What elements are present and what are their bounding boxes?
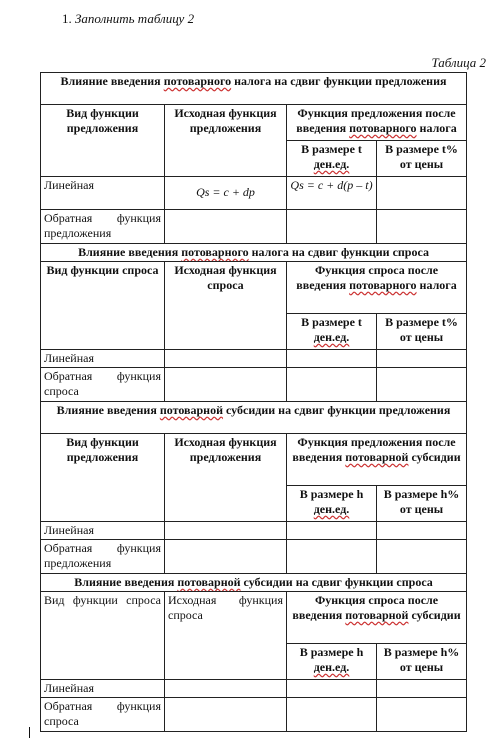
row-label-linear: Линейная [41, 680, 165, 698]
empty-cell[interactable] [287, 368, 377, 402]
row-label-inverse: Обратная функция предложения [41, 210, 165, 244]
section-title: Влияние введения потоварного налога на сдвиг функции спроса [41, 244, 467, 262]
empty-cell[interactable] [377, 540, 467, 574]
empty-cell[interactable] [165, 522, 287, 540]
empty-cell[interactable] [165, 368, 287, 402]
subcol-percent: В размере h% от цены [377, 644, 467, 680]
empty-cell[interactable] [287, 210, 377, 244]
subcol-percent: В размере h% от цены [377, 486, 467, 522]
task-text: Заполнить таблицу 2 [75, 11, 195, 26]
empty-cell[interactable] [377, 350, 467, 368]
page-edge-mark [29, 727, 30, 738]
table-2 [40, 72, 467, 732]
empty-cell[interactable] [377, 698, 467, 732]
row-label-linear: Линейная [41, 177, 165, 210]
col-function-after: Функция спроса после введения потоварного налога [287, 262, 467, 314]
empty-cell[interactable] [287, 698, 377, 732]
empty-cell[interactable] [377, 522, 467, 540]
empty-cell[interactable] [165, 540, 287, 574]
empty-cell[interactable] [165, 350, 287, 368]
row-label-linear: Линейная [41, 522, 165, 540]
col-function-after: Функция предложения после введения потоварной субсидии [287, 434, 467, 486]
col-function-type: Вид функции предложения [41, 105, 165, 177]
empty-cell[interactable] [287, 540, 377, 574]
col-function-after: Функция спроса после введения потоварной субсидии [287, 592, 467, 644]
subcol-absolute: В размере h ден.ед. [287, 486, 377, 522]
task-heading [62, 11, 194, 27]
row-label-inverse: Обратная функция предложения [41, 540, 165, 574]
col-initial-function: Исходная функция предложения [165, 105, 287, 177]
row-label-inverse: Обратная функция спроса [41, 368, 165, 402]
task-number: 1. [62, 11, 72, 26]
empty-cell[interactable] [377, 680, 467, 698]
row-label-linear: Линейная [41, 350, 165, 368]
empty-cell[interactable] [165, 680, 287, 698]
empty-cell[interactable] [165, 698, 287, 732]
initial-formula: Qs = c + dp [165, 177, 287, 210]
shifted-formula: Qs = c + d(p – t) [287, 177, 377, 210]
subcol-percent: В размере t% от цены [377, 141, 467, 177]
subcol-absolute: В размере t ден.ед. [287, 141, 377, 177]
col-function-after: Функция предложения после введения потоварного налога [287, 105, 467, 141]
empty-cell[interactable] [377, 368, 467, 402]
col-initial-function: Исходная функция спроса [165, 592, 287, 680]
empty-cell[interactable] [287, 680, 377, 698]
section-title: Влияние введения потоварного налога на сдвиг функции предложения [41, 73, 467, 105]
row-label-inverse: Обратная функция спроса [41, 698, 165, 732]
empty-cell[interactable] [377, 177, 467, 210]
subcol-percent: В размере t% от цены [377, 314, 467, 350]
empty-cell[interactable] [377, 210, 467, 244]
col-function-type: Вид функции предложения [41, 434, 165, 522]
empty-cell[interactable] [287, 350, 377, 368]
subcol-absolute: В размере h ден.ед. [287, 644, 377, 680]
empty-cell[interactable] [165, 210, 287, 244]
subcol-absolute: В размере t ден.ед. [287, 314, 377, 350]
table-caption: Таблица 2 [431, 55, 486, 70]
col-function-type: Вид функции спроса [41, 262, 165, 350]
empty-cell[interactable] [287, 522, 377, 540]
section-title: Влияние введения потоварной субсидии на сдвиг функции спроса [41, 574, 467, 592]
col-function-type: Вид функции спроса [41, 592, 165, 680]
col-initial-function: Исходная функция спроса [165, 262, 287, 350]
col-initial-function: Исходная функция предложения [165, 434, 287, 522]
section-title: Влияние введения потоварной субсидии на сдвиг функции предложения [41, 402, 467, 434]
